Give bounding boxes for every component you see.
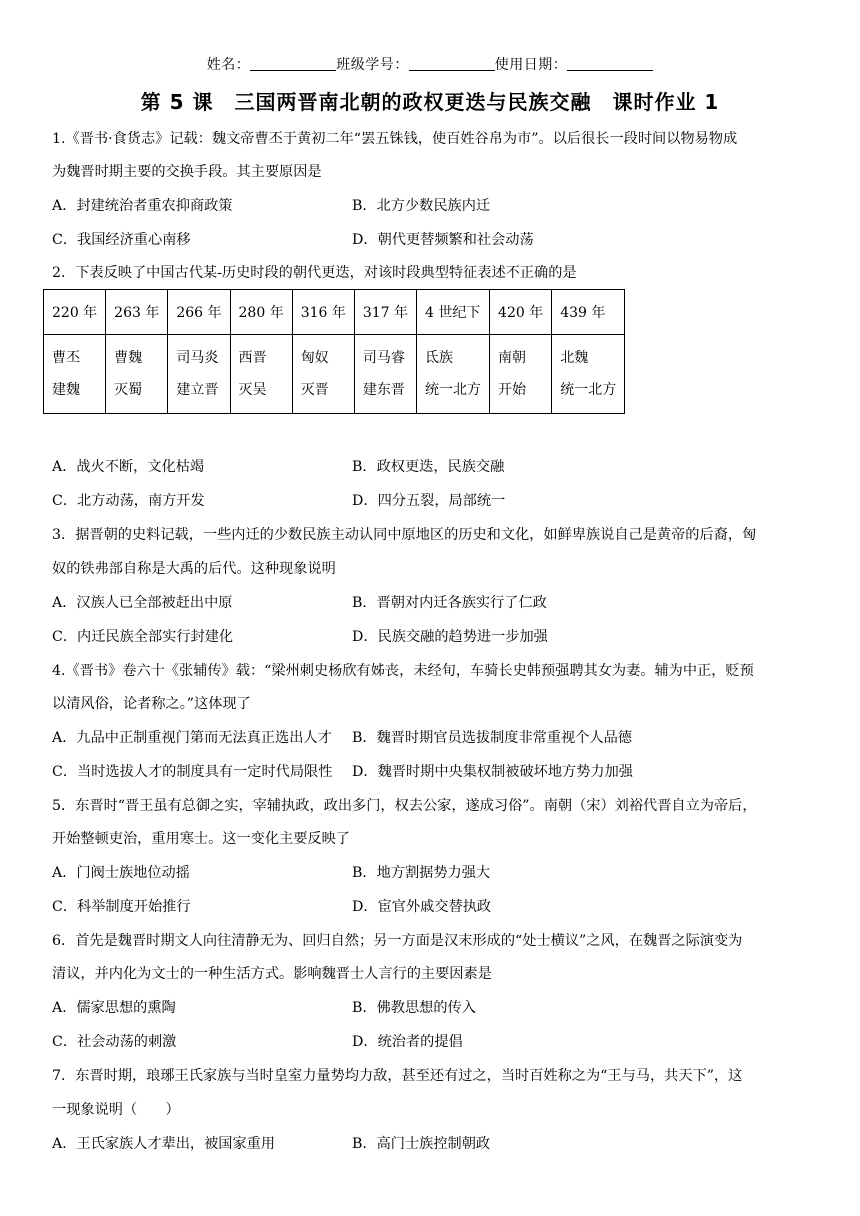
question-7-option-a[interactable]: A．王氏家族人才辈出，被国家重用: [52, 1136, 276, 1152]
event-line: 灭吴: [238, 382, 267, 398]
question-5-option-a[interactable]: A．门阀士族地位动摇: [52, 865, 190, 881]
question-6-option-a[interactable]: A．儒家思想的熏陶: [52, 1000, 176, 1016]
event-line: 氐族: [425, 350, 454, 366]
year-cell: 4 世纪下: [417, 290, 490, 335]
event-cell: [106, 335, 168, 414]
question-5-option-d[interactable]: D．宦官外戚交替执政: [352, 899, 492, 915]
question-5-text-line-1: 5．东晋时“晋王虽有总御之实，宰辅执政，政出多门，权去公家，遂成习俗”。南朝（宋）刘裕代晋自立为帝后，: [52, 798, 757, 814]
question-6-option-c[interactable]: C．社会动荡的刺激: [52, 1034, 177, 1050]
event-line: 北魏: [560, 350, 589, 366]
question-3-text-line-2: 奴的铁弗部自称是大禹的后代。这种现象说明: [52, 561, 336, 577]
year-cell: 439 年: [552, 290, 625, 335]
event-line: 曹丕: [52, 350, 80, 366]
event-line: 灭蜀: [114, 382, 143, 398]
question-3-option-b[interactable]: B．晋朝对内迁各族实行了仁政: [352, 595, 547, 611]
dynasty-table-years-row: [44, 290, 625, 335]
event-line: 灭晋: [300, 382, 329, 398]
name-label: 姓名：: [206, 57, 251, 73]
question-1-text-line-2: 为魏晋时期主要的交换手段。其主要原因是: [52, 164, 322, 180]
event-cell: [354, 335, 416, 414]
event-line: 统一北方: [560, 382, 617, 398]
event-line: 建东晋: [362, 382, 405, 398]
question-5-option-c[interactable]: C．科举制度开始推行: [52, 899, 191, 915]
event-cell: [292, 335, 354, 414]
question-7-option-b[interactable]: B．高门士族控制朝政: [352, 1136, 491, 1152]
question-1-text-line-1: 1.《晋书·食货志》记载：魏文帝曹丕于黄初二年“罢五铢钱，使百姓谷帛为市”。以后很长一段时间以物易物成: [52, 131, 738, 147]
question-7-text-line-1: 7．东晋时期，琅琊王氏家族与当时皇室力量势均力敌，甚至还有过之，当时百姓称之为“王与马，共天下”，这: [52, 1068, 743, 1084]
question-3-text-line-1: 3．据晋朝的史料记载，一些内迁的少数民族主动认同中原地区的历史和文化，如鲜卑族说自己是黄帝的后裔，匈: [52, 527, 757, 543]
question-4-option-a[interactable]: A．九品中正制重视门第而无法真正选出人才: [52, 730, 332, 746]
question-6-option-d[interactable]: D．统治者的提倡: [352, 1034, 463, 1050]
class-label: 班级学号：: [336, 57, 409, 73]
question-1-option-d[interactable]: D．朝代更替频繁和社会动荡: [352, 232, 534, 248]
event-cell: [417, 335, 490, 414]
year-cell: 316 年: [292, 290, 354, 335]
event-line: 南朝: [498, 350, 527, 366]
question-1-option-c[interactable]: C．我国经济重心南移: [52, 232, 191, 248]
year-cell: 266 年: [168, 290, 230, 335]
question-2-option-b[interactable]: B．政权更迭，民族交融: [352, 459, 505, 475]
question-6-text-line-1: 6．首先是魏晋时期文人向往清静无为、回归自然；另一方面是汉末形成的“处士横议”之风，在魏晋之际演变为: [52, 933, 743, 949]
event-cell: [168, 335, 230, 414]
question-4-text-line-2: 以清风俗，论者称之。”这体现了: [52, 696, 251, 712]
question-2-option-c[interactable]: C．北方动荡，南方开发: [52, 493, 205, 509]
event-cell: [490, 335, 552, 414]
event-line: 统一北方: [425, 382, 482, 398]
date-blank[interactable]: [567, 56, 653, 71]
year-cell: 220 年: [44, 290, 106, 335]
question-1-option-a[interactable]: A．封建统治者重农抑商政策: [52, 198, 233, 214]
year-cell: 317 年: [354, 290, 416, 335]
question-2-text-line-1: 2．下表反映了中国古代某-历史时段的朝代更迭，对该时段典型特征表述不正确的是: [52, 265, 577, 281]
question-4-option-c[interactable]: C．当时选拔人才的制度具有一定时代局限性: [52, 764, 333, 780]
question-4-text-line-1: 4.《晋书》卷六十《张辅传》载：“梁州刺史杨欣有姊丧，未经旬，车骑长史韩预强聘其女为妻。辅为中正，贬预: [52, 663, 754, 679]
question-3-option-d[interactable]: D．民族交融的趋势进一步加强: [352, 629, 548, 645]
question-4-option-b[interactable]: B．魏晋时期官员选拔制度非常重视个人品德: [352, 730, 632, 746]
year-cell: 263 年: [106, 290, 168, 335]
student-info-line: [0, 54, 860, 74]
page-title: 第 5 课 三国两晋南北朝的政权更迭与民族交融 课时作业 1: [140, 90, 720, 114]
question-5-text-line-2: 开始整顿吏治，重用寒士。这一变化主要反映了: [52, 831, 350, 847]
event-line: 司马炎: [176, 350, 219, 366]
event-line: 建立晋: [176, 382, 219, 398]
dynasty-table-events-row: [44, 335, 625, 414]
event-line: 司马睿: [362, 350, 405, 366]
year-cell: 280 年: [230, 290, 292, 335]
class-blank[interactable]: [409, 56, 495, 71]
event-line: 匈奴: [300, 350, 329, 366]
dynasty-table: [43, 289, 625, 414]
question-4-option-d[interactable]: D．魏晋时期中央集权制被破坏地方势力加强: [352, 764, 633, 780]
question-6-text-line-2: 清议，并内化为文士的一种生活方式。影响魏晋士人言行的主要因素是: [52, 966, 492, 982]
event-line: 曹魏: [114, 350, 143, 366]
event-cell: [44, 335, 106, 414]
question-3-option-c[interactable]: C．内迁民族全部实行封建化: [52, 629, 234, 645]
question-2-option-a[interactable]: A．战火不断，文化枯竭: [52, 459, 205, 475]
question-5-option-b[interactable]: B．地方割据势力强大: [352, 865, 491, 881]
event-line: 建魏: [52, 382, 80, 398]
event-cell: [230, 335, 292, 414]
question-1-option-b[interactable]: B．北方少数民族内迁: [352, 198, 491, 214]
date-label: 使用日期：: [494, 57, 568, 73]
event-cell: [552, 335, 625, 414]
question-7-text-line-2: 一现象说明（ ）: [52, 1102, 180, 1118]
event-line: 开始: [498, 382, 527, 398]
year-cell: 420 年: [490, 290, 552, 335]
name-blank[interactable]: [250, 56, 336, 71]
question-6-option-b[interactable]: B．佛教思想的传入: [352, 1000, 476, 1016]
question-3-option-a[interactable]: A．汉族人已全部被赶出中原: [52, 595, 233, 611]
question-2-option-d[interactable]: D．四分五裂，局部统一: [352, 493, 506, 509]
event-line: 西晋: [238, 350, 267, 366]
